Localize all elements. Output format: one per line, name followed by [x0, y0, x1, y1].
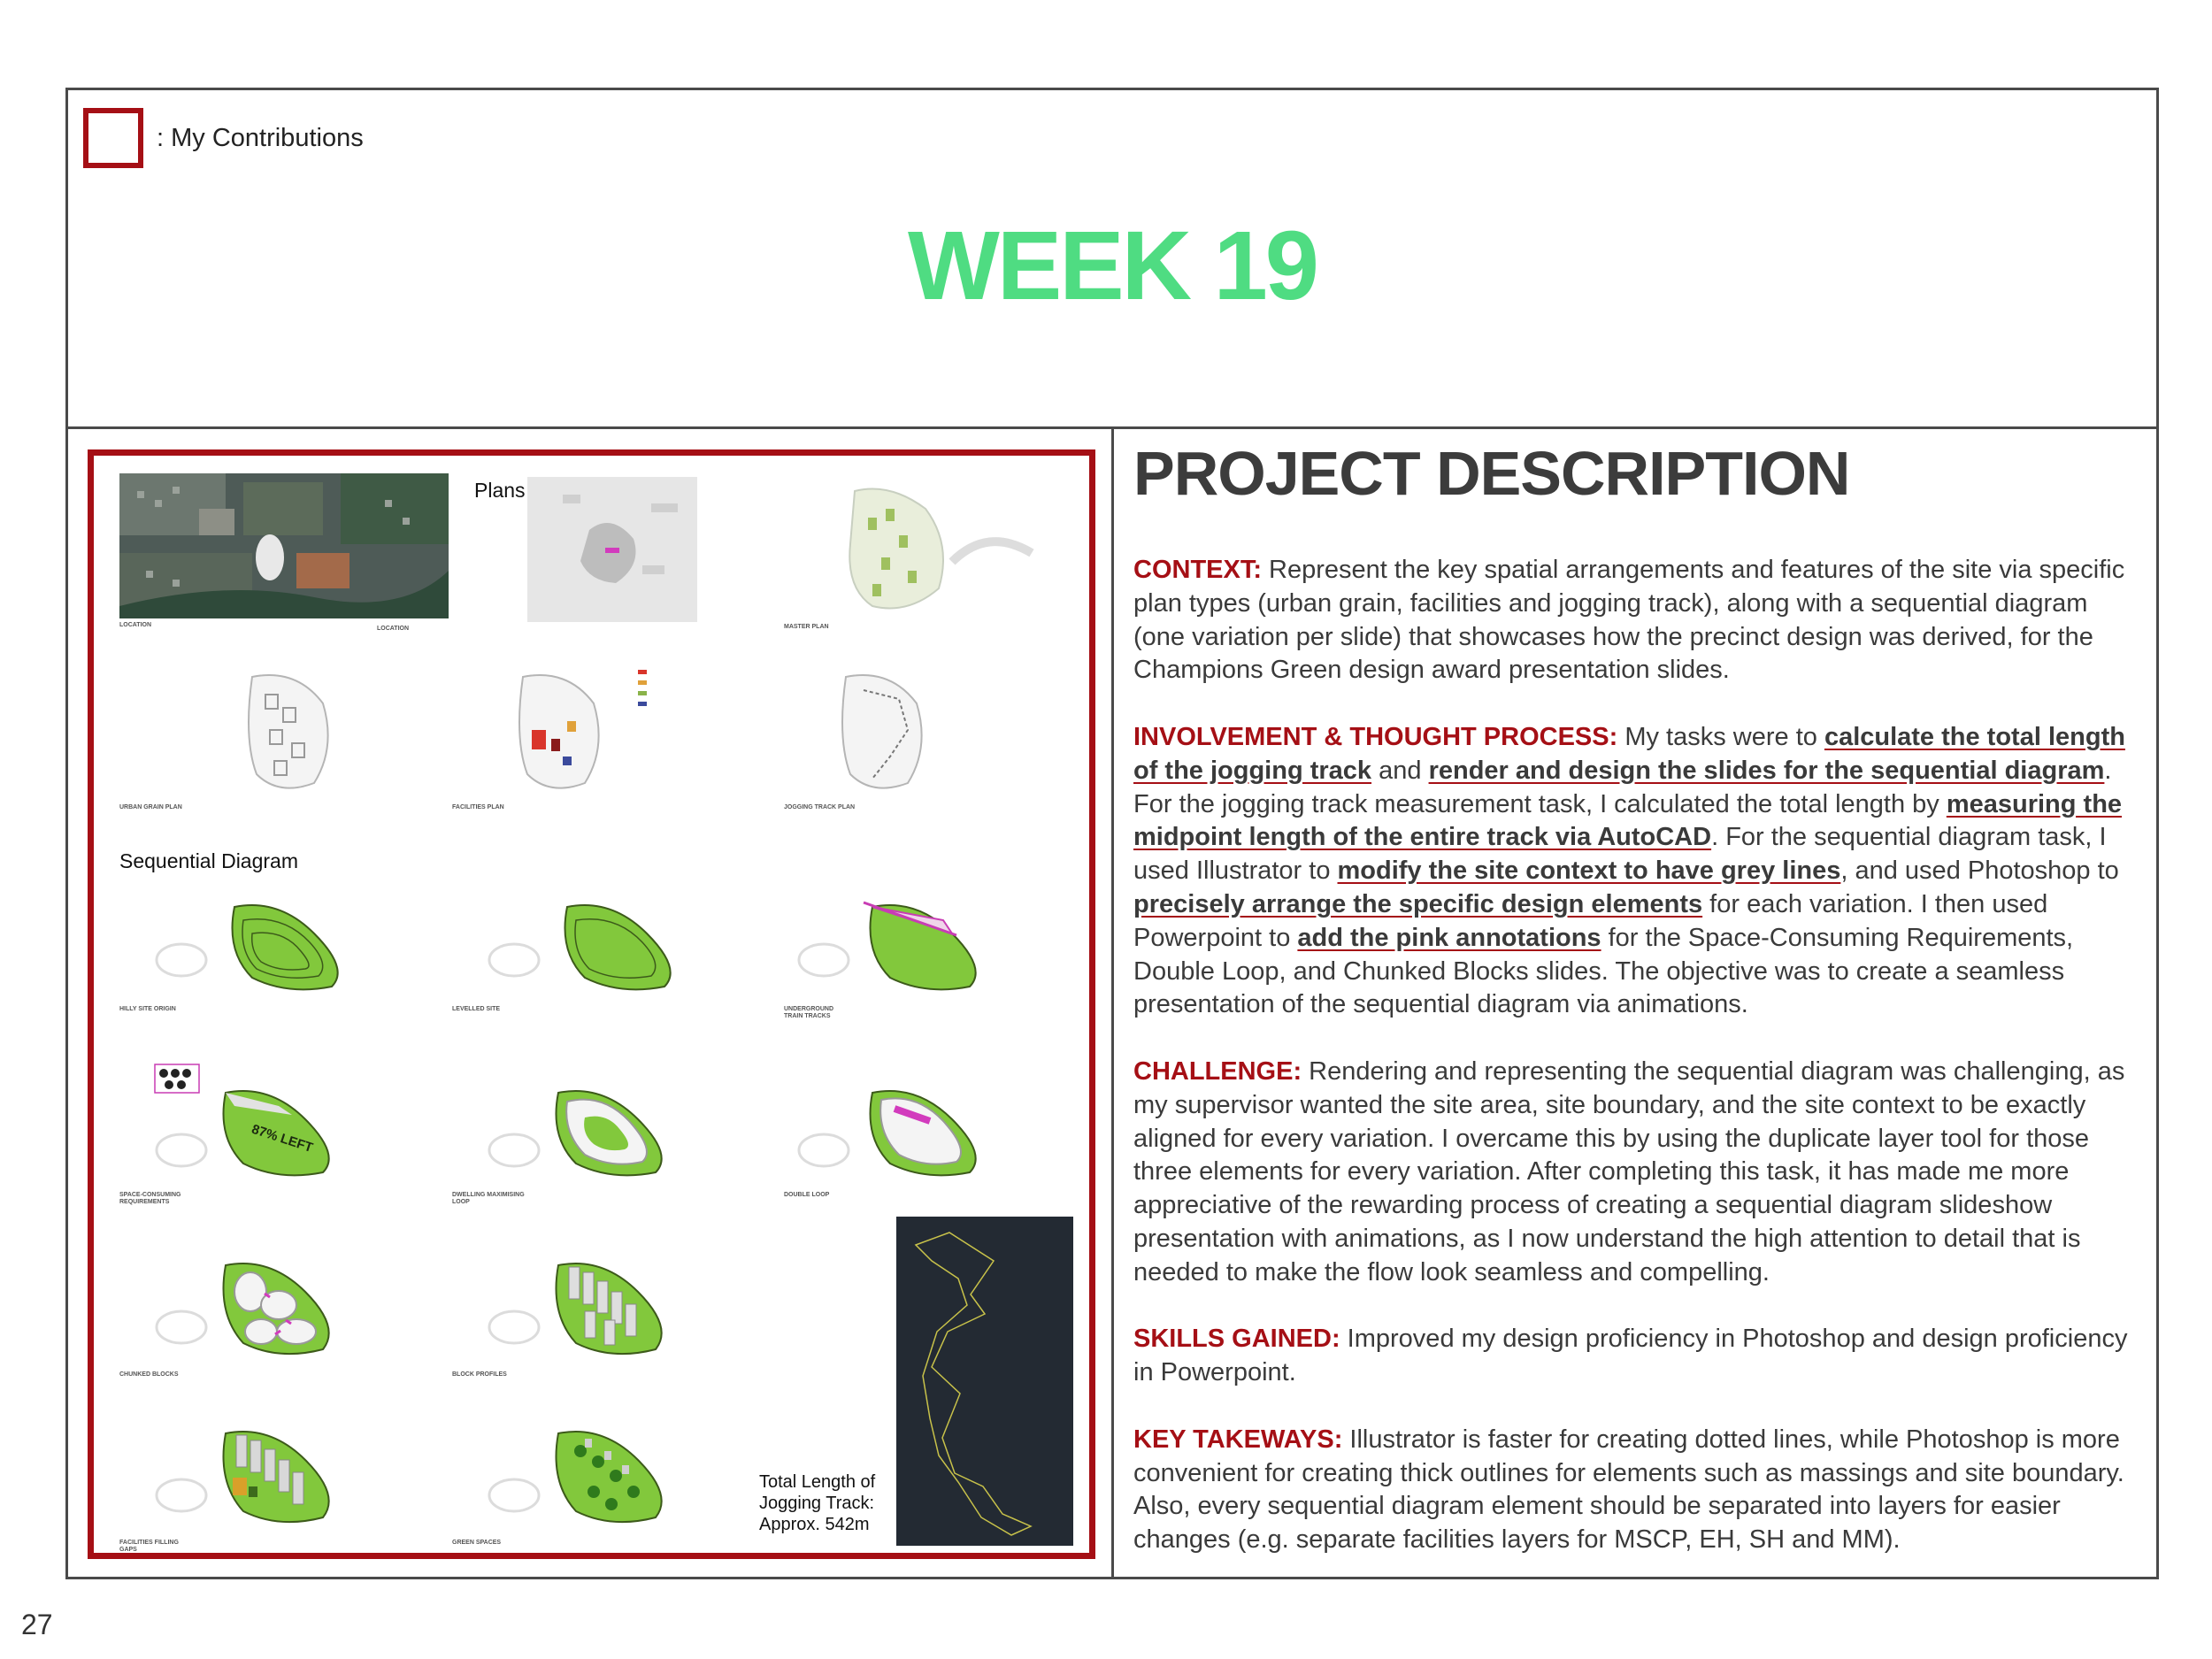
involvement-text-2: and [1371, 756, 1429, 785]
skills-label: SKILLS GAINED: [1133, 1325, 1340, 1354]
urban-grain-plan-image [119, 659, 411, 815]
involvement-label: INVOLVEMENT & THOUGHT PROCESS: [1133, 722, 1618, 751]
levelled-site-diagram [452, 880, 744, 1013]
caption-location-map: LOCATION [377, 626, 410, 632]
contributions-panel [88, 449, 1095, 1559]
caption-space-line-2: REQUIREMENTS [119, 1199, 170, 1205]
caption-underground-line-1: UNDERGROUND [784, 1006, 833, 1012]
caption-block-profiles: BLOCK PROFILES [452, 1371, 507, 1378]
caption-hilly-site-origin: HILLY SITE ORIGIN [119, 1006, 176, 1012]
involvement-highlight-3: measuring the midpoint length of the entire track via AutoCAD [1133, 789, 2123, 852]
takeaways-text: Illustrator is faster for creating dotted lines, while Photoshop is more convenient for creating thick outlines for elements such as massings and site boundary. Also, every sequential diagram element should be separated into layers for easier changes (e.g. separate facilities layers for MSCP, EH, SH and MM). [1133, 1425, 2124, 1555]
caption-facilities-filling [119, 1540, 179, 1554]
takeaways-paragraph [1133, 1424, 2133, 1557]
involvement-text-7: for the Space-Consuming Requirements, Double Loop, and Chunked Blocks slides. The objective was to create a seamless presentation of the sequential diagram via animations. [1133, 923, 2074, 1019]
location-satellite-image [119, 473, 449, 629]
space-consuming-requirements-diagram [119, 1057, 411, 1203]
challenge-label: CHALLENGE: [1133, 1056, 1302, 1086]
caption-space-line-1: SPACE-CONSUMING [119, 1192, 181, 1198]
caption-urban-grain: URBAN GRAIN PLAN [119, 804, 182, 810]
underground-train-tracks-diagram [784, 880, 1049, 1026]
caption-facilities-line-1: FACILITIES FILLING [119, 1540, 179, 1546]
contribution-legend-swatch [83, 108, 143, 168]
green-spaces-diagram [452, 1407, 744, 1553]
involvement-highlight-6: add the pink annotations [1297, 923, 1601, 952]
project-description-body [1133, 554, 2133, 1591]
involvement-paragraph [1133, 721, 2133, 1022]
involvement-text-6: for each variation. I then used Powerpoint to [1133, 889, 2048, 952]
context-paragraph [1133, 554, 2133, 687]
caption-dwelling-line-1: DWELLING MAXIMISING [452, 1192, 525, 1198]
caption-chunked-blocks: CHUNKED BLOCKS [119, 1371, 179, 1378]
involvement-text-4: . For the sequential diagram task, I used Illustrator to [1133, 823, 2107, 886]
involvement-text-5: , and used Photoshop to [1840, 856, 2119, 886]
caption-space-consuming [119, 1192, 180, 1206]
master-plan-image [784, 473, 1049, 633]
caption-jogging-track: JOGGING TRACK PLAN [784, 804, 856, 810]
context-text: Represent the key spatial arrangements and features of the site via specific plan types (urban grain, facilities and jogging track), along with a sequential diagram (one variation per slide) that showcases how the precinct design was derived, for the Champions Green design award presentation slides. [1133, 556, 2125, 685]
track-length-caption [759, 1471, 875, 1535]
block-profiles-diagram [452, 1239, 744, 1380]
challenge-text: Rendering and representing the sequential diagram was challenging, as my supervisor wanted the site area, site boundary, and the site context to be exactly aligned for every variation. I overcame this by using the duplicate layer tool for those three elements for every variation. After completing this task, it has made me more appreciative of the rewarding process of creating a sequential diagram slideshow presentation with animations, as I now understand the high attention to detail that is needed to make the flow look seamless and compelling. [1133, 1056, 2125, 1286]
skills-paragraph [1133, 1323, 2133, 1390]
takeaways-label: KEY TAKEWAYS: [1133, 1425, 1343, 1454]
caption-underground-train [784, 1006, 833, 1020]
caption-location-satellite: LOCATION [119, 622, 152, 628]
caption-green-spaces: GREEN SPACES [452, 1540, 502, 1546]
jogging-track-autocad-image [896, 1217, 1073, 1546]
project-description-title: PROJECT DESCRIPTION [1133, 439, 1850, 508]
column-divider [1111, 426, 1114, 1579]
plans-label: Plans [474, 479, 526, 502]
annotation-87-left: 87% LEFT [250, 1121, 315, 1156]
track-caption-line-3: Approx. 542m [759, 1515, 870, 1534]
challenge-paragraph [1133, 1056, 2133, 1290]
involvement-text-1: My tasks were to [1617, 722, 1824, 751]
caption-facilities-line-2: GAPS [119, 1547, 137, 1553]
caption-dwelling-maximising [452, 1192, 525, 1206]
week-title: WEEK 19 [908, 211, 1317, 320]
sequential-diagram-label: Sequential Diagram [119, 849, 299, 872]
involvement-text-3: . For the jogging track measurement task, I calculated the total length by [1133, 756, 2112, 818]
caption-underground-line-2: TRAIN TRACKS [784, 1013, 831, 1019]
facilities-filling-gaps-diagram [119, 1407, 411, 1553]
facilities-plan-image [452, 659, 744, 815]
dwelling-maximising-loop-diagram [452, 1057, 744, 1203]
chunked-blocks-diagram [119, 1239, 411, 1380]
involvement-highlight-4: modify the site context to have grey lines [1337, 856, 1841, 886]
caption-double-loop: DOUBLE LOOP [784, 1192, 830, 1198]
involvement-highlight-5: precisely arrange the specific design elements [1133, 889, 1703, 918]
track-caption-line-1: Total Length of [759, 1472, 876, 1492]
involvement-highlight-2: render and design the slides for the sequential diagram [1428, 756, 2105, 785]
jogging-track-plan-image [784, 659, 1049, 815]
caption-dwelling-line-2: LOOP [452, 1199, 470, 1205]
page-number: 27 [21, 1609, 53, 1640]
double-loop-diagram [784, 1057, 1049, 1203]
caption-facilities: FACILITIES PLAN [452, 804, 504, 810]
track-caption-line-2: Jogging Track: [759, 1494, 875, 1513]
context-label: CONTEXT: [1133, 556, 1262, 584]
skills-text: Improved my design proficiency in Photoshop and design proficiency in Powerpoint. [1133, 1325, 2128, 1387]
caption-levelled-site: LEVELLED SITE [452, 1006, 501, 1012]
involvement-highlight-1: calculate the total length of the jogging track [1133, 722, 2125, 785]
hilly-site-origin-diagram [119, 880, 411, 1013]
caption-master-plan: MASTER PLAN [784, 624, 829, 630]
contribution-legend-label: : My Contributions [157, 124, 364, 152]
